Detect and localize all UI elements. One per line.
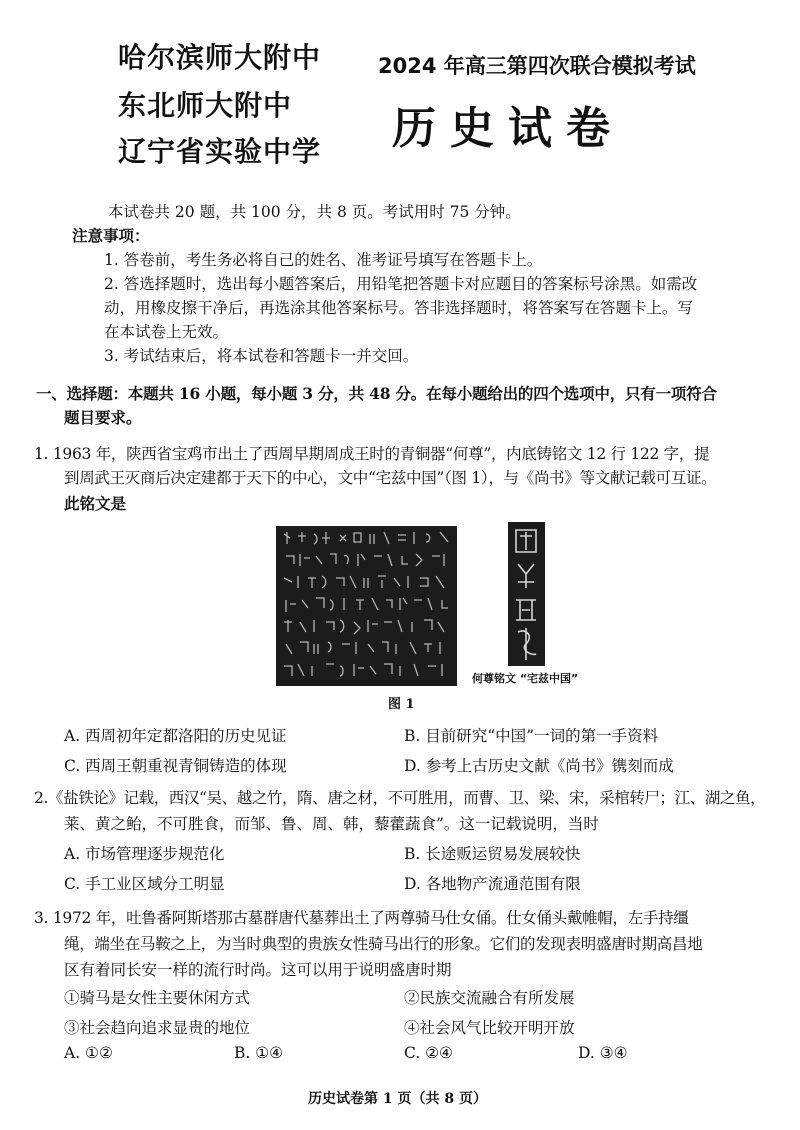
question-1-text: 1. 1963 年，陕西省宝鸡市出土了西周早期周成王时的青铜器“何尊”，内底铸铭文 12 行 122 字，提 xyxy=(34,445,710,463)
q3-statement-4: ④社会风气比较开明开放 xyxy=(404,1019,575,1037)
question-3-text: 绳，端坐在马鞍之上，为当时典型的贵族女性骑马出行的形象。它们的发现表明盛唐时期高昌地 xyxy=(64,935,703,953)
q1-option-a: A. 西周初年定都洛阳的历史见证 xyxy=(64,727,287,745)
section-heading-cont: 题目要求。 xyxy=(64,408,142,427)
note-line: 动，用橡皮擦干净后，再选涂其他答案标号。答非选择题时，将答案写在答题卡上。写 xyxy=(104,299,694,317)
page-footer: 历史试卷第 1 页（共 8 页） xyxy=(308,1091,487,1107)
question-3-text: 区有着同长安一样的流行时尚。这可以用于说明盛唐时期 xyxy=(64,961,452,979)
school-name-2: 东北师大附中 xyxy=(118,89,293,122)
inscription-detail-image xyxy=(508,522,545,666)
question-2-text: 2.《盐铁论》记载，西汉“吴、越之竹，隋、唐之材，不可胜用，而曹、卫、梁、宋，采棺转尸；江、湖之鱼， xyxy=(34,789,766,807)
note-line: 1. 答卷前，考生务必将自己的姓名、准考证号填写在答题卡上。 xyxy=(104,251,543,269)
question-1-text: 此铭文是 xyxy=(64,494,127,513)
figure-caption: 何尊铭文 “宅兹中国” xyxy=(472,672,579,685)
question-3-text: 3. 1972 年，吐鲁番阿斯塔那古墓群唐代墓葬出土了两尊骑马仕女俑。仕女俑头戴帷帽，左手持缰 xyxy=(34,909,689,927)
subject-title: 历史试卷 xyxy=(392,103,624,154)
q3-option-c: C. ②④ xyxy=(404,1044,453,1062)
q3-option-b: B. ①④ xyxy=(234,1044,284,1062)
section-heading: 一、选择题：本题共 16 小题，每小题 3 分，共 48 分。在每小题给出的四个选项中，只有一项符合 xyxy=(36,384,717,403)
inscription-rubbing-image xyxy=(276,526,457,686)
q2-option-b: B. 长途贩运贸易发展较快 xyxy=(404,845,581,863)
school-name-1: 哈尔滨师大附中 xyxy=(118,41,322,74)
school-name-3: 辽宁省实验中学 xyxy=(118,135,322,168)
q1-option-c: C. 西周王朝重视青铜铸造的体现 xyxy=(64,757,287,775)
q2-option-a: A. 市场管理逐步规范化 xyxy=(64,845,225,863)
question-2-text: 莱、黄之鲐，不可胜食，而邹、鲁、周、韩，藜藿蔬食”。这一记载说明，当时 xyxy=(64,815,599,833)
notes-heading: 注意事项： xyxy=(72,226,150,245)
q2-option-d: D. 各地物产流通范围有限 xyxy=(404,875,581,893)
note-line: 在本试卷上无效。 xyxy=(104,323,229,341)
figure-label: 图 1 xyxy=(388,697,415,712)
q3-option-d: D. ③④ xyxy=(578,1044,628,1062)
q3-option-a: A. ①② xyxy=(64,1044,113,1062)
q2-option-c: C. 手工业区域分工明显 xyxy=(64,875,225,893)
exam-intro: 本试卷共 20 题，共 100 分，共 8 页。考试用时 75 分钟。 xyxy=(108,203,521,221)
q3-statement-2: ②民族交流融合有所发展 xyxy=(404,989,575,1007)
q1-option-d: D. 参考上古历史文献《尚书》镌刻而成 xyxy=(404,757,674,775)
q3-statement-1: ①骑马是女性主要休闲方式 xyxy=(64,989,251,1007)
exam-title: 2024 年高三第四次联合模拟考试 xyxy=(378,54,696,78)
note-line: 3. 考试结束后，将本试卷和答题卡一并交回。 xyxy=(104,347,419,365)
q1-option-b: B. 目前研究“中国”一词的第一手资料 xyxy=(404,727,659,745)
q3-statement-3: ③社会趋向追求显贵的地位 xyxy=(64,1019,251,1037)
note-line: 2. 答选择题时，选出每小题答案后，用铅笔把答题卡对应题目的答案标号涂黑。如需改 xyxy=(104,275,698,293)
question-1-text: 到周武王灭商后决定建都于天下的中心，文中“宅兹中国”（图 1），与《尚书》等文献记载可互证。 xyxy=(64,469,717,487)
